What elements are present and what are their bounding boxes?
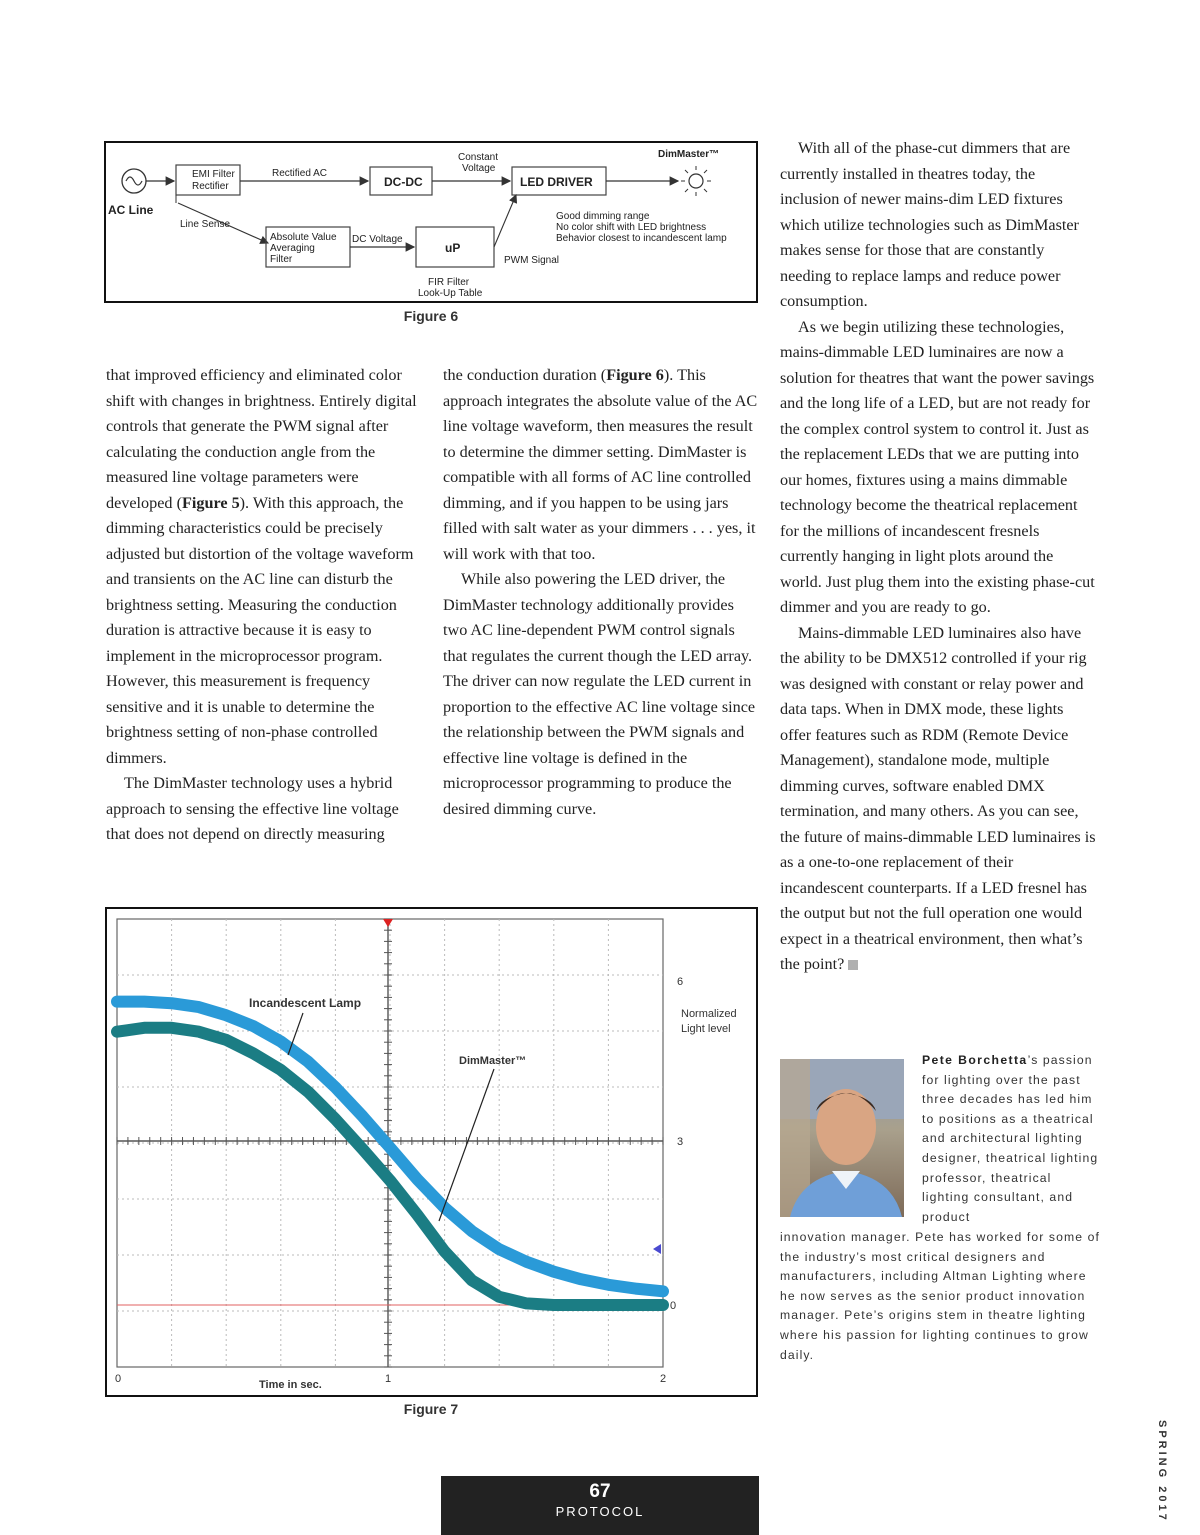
page-footer [441,1476,759,1535]
col2-paragraph-2: While also powering the LED driver, the DimMaster technology additionally provides two AC line-dependent PWM control signals that regulates the current though the LED array. The driver can now regulate the LED current in proportion to the effective AC line voltage since the relationship between the PWM signals and effective line voltage is defined in the microprocessor programming to produce the desired dimming curve. [443,570,756,818]
figure-7-chart [107,909,756,1395]
x-axis-label: Time in sec. [259,1379,322,1391]
fir-label-1: FIR Filter [428,277,470,288]
emi-label-2: Rectifier [192,181,229,192]
abs-label-2: Averaging [270,243,315,254]
figure-7-frame [105,907,758,1397]
issue-label: SPRING 2017 [1156,1420,1168,1523]
figure-6-caption: Figure 6 [403,308,459,324]
up-label: uP [445,241,461,255]
dcdc-label: DC-DC [384,175,423,189]
author-bio-top: Pete Borchetta’s passion for lighting over the past three decades has led him to positions as a theatrical and architectural lighting designer, theatrical lighting professor, theatrical lighting consultant, and product [922,1053,1099,1224]
col1-paragraph-2: The DimMaster technology uses a hybrid approach to sensing the effective line voltage that does not depend on directly measuring [106,774,399,843]
y-tick-6: 6 [677,976,684,988]
annotation-incandescent-lamp: Incandescent Lamp [249,996,362,1010]
figure-7-caption: Figure 7 [403,1401,459,1417]
arrow-dimmaster [439,1069,494,1221]
column-3 [780,136,1098,978]
page-number: 67 [589,1481,611,1502]
col3-paragraph-2: As we begin utilizing these technologies, mains-dimmable LED luminaires are now a solution for theatres that want the power savings and the long life of a LED, but are not ready for the complex control system to control it. Just as the replacement LEDs that we are putting into our homes, fixtures using a mains dimmable technology become the theatrical replacement for the millions of incandescent fresnels currently hanging in light plots around the world. Just plug them into the existing phase-cut dimmer and you are ready to go. [780,317,1095,616]
y-tick-3: 3 [677,1136,684,1148]
figure-6-reference: Figure 6 [606,366,664,384]
end-mark-icon [848,960,858,970]
dc-voltage-label: DC Voltage [352,234,403,245]
figure-6-diagram [106,143,756,301]
good-dimming-1: Good dimming range [556,211,650,222]
author-photo [780,1059,904,1217]
x-tick-1: 1 [385,1373,392,1385]
x-tick-0: 0 [115,1373,122,1385]
x-tick-2: 2 [660,1373,667,1385]
annotation-dimmaster: DimMaster™ [459,1055,527,1067]
figure-5-reference: Figure 5 [181,493,240,512]
line-sense-label: Line Sense [180,219,231,230]
pwm-signal-label: PWM Signal [504,255,560,266]
ac-line-label: AC Line [108,203,154,217]
magazine-name: PROTOCOL [555,1504,645,1519]
level-marker-icon [653,1244,661,1254]
col1-paragraph-1: that improved efficiency and eliminated color shift with changes in brightness. Entirely digital controls that generate the PWM signal after calculating the conduction angle from the measured line voltage parameters were developed (Figure 5). With this approach, the dimming characteristics could be precisely adjusted but distortion of the voltage waveform and transients on the AC line can disturb the brightness setting. Measuring the conduction duration is attractive because it is easy to implement in the microprocessor program. However, this measurement is frequency sensitive and it is unable to determine the brightness setting of non-phase controlled dimmers. [106,366,417,767]
author-name: Pete Borchetta [922,1053,1028,1067]
constant-label-1: Constant [458,152,499,163]
abs-label-1: Absolute Value [270,232,337,243]
col3-paragraph-1: With all of the phase-cut dimmers that are currently installed in theatres today, the inclusion of newer mains-dim LED fixtures which utilize technologies such as DimMaster makes sense for those that are constantly needing to replace lamps and reduce power consumption. [780,139,1079,310]
good-dimming-3: Behavior closest to incandescent lamp [556,233,727,244]
fir-label-2: Look-Up Table [418,288,483,299]
good-dimming-2: No color shift with LED brightness [556,222,707,233]
led-light-icon [681,166,711,196]
abs-label-3: Filter [270,254,293,265]
col2-paragraph-1: the conduction duration (Figure 6). This approach integrates the absolute value of the AC line voltage waveform, then measures the result to determine the dimmer setting. DimMaster is compatible with all forms of AC line controlled dimming, and if you happen to be using jars filled with salt water as your dimmers . . . yes, it will work with that too. [443,366,758,563]
author-bio-bottom: innovation manager. Pete has worked for some of the industry’s most critical designers and manufacturers, including Altman Lighting where he now serves as the senior product innovation manager. Pete’s origins stem in theatre lighting where his passion for lighting continues to grow daily. [780,1230,1100,1362]
led-driver-label: LED DRIVER [520,175,593,189]
rectified-ac-label: Rectified AC [272,168,328,179]
dimmaster-label: DimMaster™ [658,149,720,160]
column-1 [106,363,420,848]
y-tick-0: 0 [670,1300,677,1312]
y-axis-label-line2: Light level [681,1023,731,1035]
y-axis-label-line1: Normalized [681,1008,737,1020]
figure-6-frame [104,141,758,303]
col3-paragraph-3: Mains-dimmable LED luminaires also have the ability to be DMX512 controlled if your rig was designed with constant or relay power and data taps. When in DMX mode, these lights offer features such as RDM (Remote Device Management), standalone mode, multiple dimming curves, software enabled DMX termination, and many others. As you can see, the future of mains-dimmable LED luminaires is as a one-to-one replacement of their incandescent counterparts. If a LED fresnel has the output but not the full operation one would expect in a theatrical environment, then what’s the point? [780,623,1096,973]
trigger-marker-icon [383,919,393,927]
emi-label-1: EMI Filter [192,169,235,180]
constant-label-2: Voltage [462,163,496,174]
column-2 [443,363,759,822]
